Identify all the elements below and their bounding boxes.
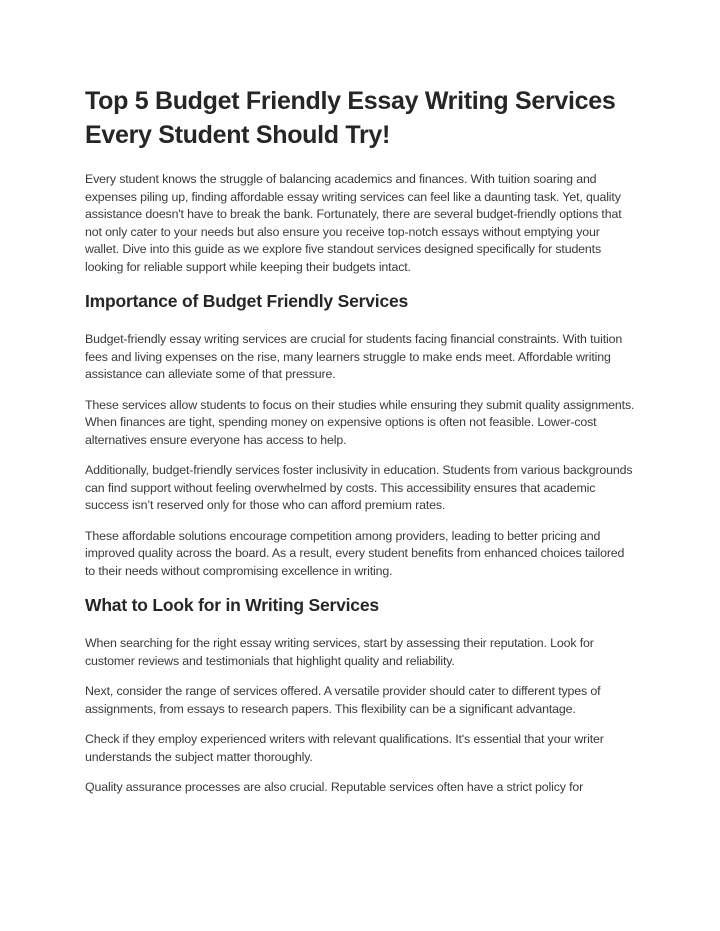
importance-paragraph-1: Budget-friendly essay writing services are crucial for students facing financial constraints. With tuition fees and living expenses on the rise, many learners struggle to make ends meet. Affordable writing assistance can alleviate some of that pressure.: [85, 332, 623, 381]
what-to-look-for-paragraph-3: Check if they employ experienced writers with relevant qualifications. It's essential that your writer understands the subject matter thoroughly.: [85, 732, 604, 764]
importance-paragraph-3: Additionally, budget-friendly services foster inclusivity in education. Students from various backgrounds can find support without feeling overwhelmed by costs. This accessibility ensures that academic success isn’t reserved only for those who can afford premium rates.: [85, 463, 633, 512]
section-heading-what-to-look-for-in-writing-services: What to Look for in Writing Services: [85, 595, 379, 615]
what-to-look-for-paragraph-4-truncated: Quality assurance processes are also crucial. Reputable services often have a strict policy for: [85, 780, 584, 794]
section-heading-importance-of-budget-friendly-services: Importance of Budget Friendly Services: [85, 291, 409, 311]
document-title: Top 5 Budget Friendly Essay Writing Services Every Student Should Try!: [85, 87, 616, 149]
what-to-look-for-paragraph-1: When searching for the right essay writing services, start by assessing their reputation. Look for customer reviews and testimonials that highlight quality and reliability.: [85, 636, 594, 668]
intro-paragraph: Every student knows the struggle of balancing academics and finances. With tuition soaring and expenses piling up, finding affordable essay writing services can feel like a daunting task. Yet, quality assistance doesn't have to break the bank. Fortunately, there are several budget-friendly options that not only cater to your needs but also ensure you receive top-notch essays without emptying your wallet. Dive into this guide as we explore five standout services designed specifically for students looking for reliable support while keeping their budgets intact.: [85, 172, 622, 274]
importance-paragraph-4: These affordable solutions encourage competition among providers, leading to better pricing and improved quality across the board. As a result, every student benefits from enhanced choices tailored to their needs without compromising excellence in writing.: [85, 528, 625, 578]
importance-paragraph-2: These services allow students to focus on their studies while ensuring they submit quality assignments. When finances are tight, spending money on expensive options is often not feasible. Lower-cost alternatives ensure everyone has access to help.: [85, 397, 635, 447]
what-to-look-for-paragraph-2: Next, consider the range of services offered. A versatile provider should cater to different types of assignments, from essays to research papers. This flexibility can be a significant advantage.: [85, 684, 601, 716]
